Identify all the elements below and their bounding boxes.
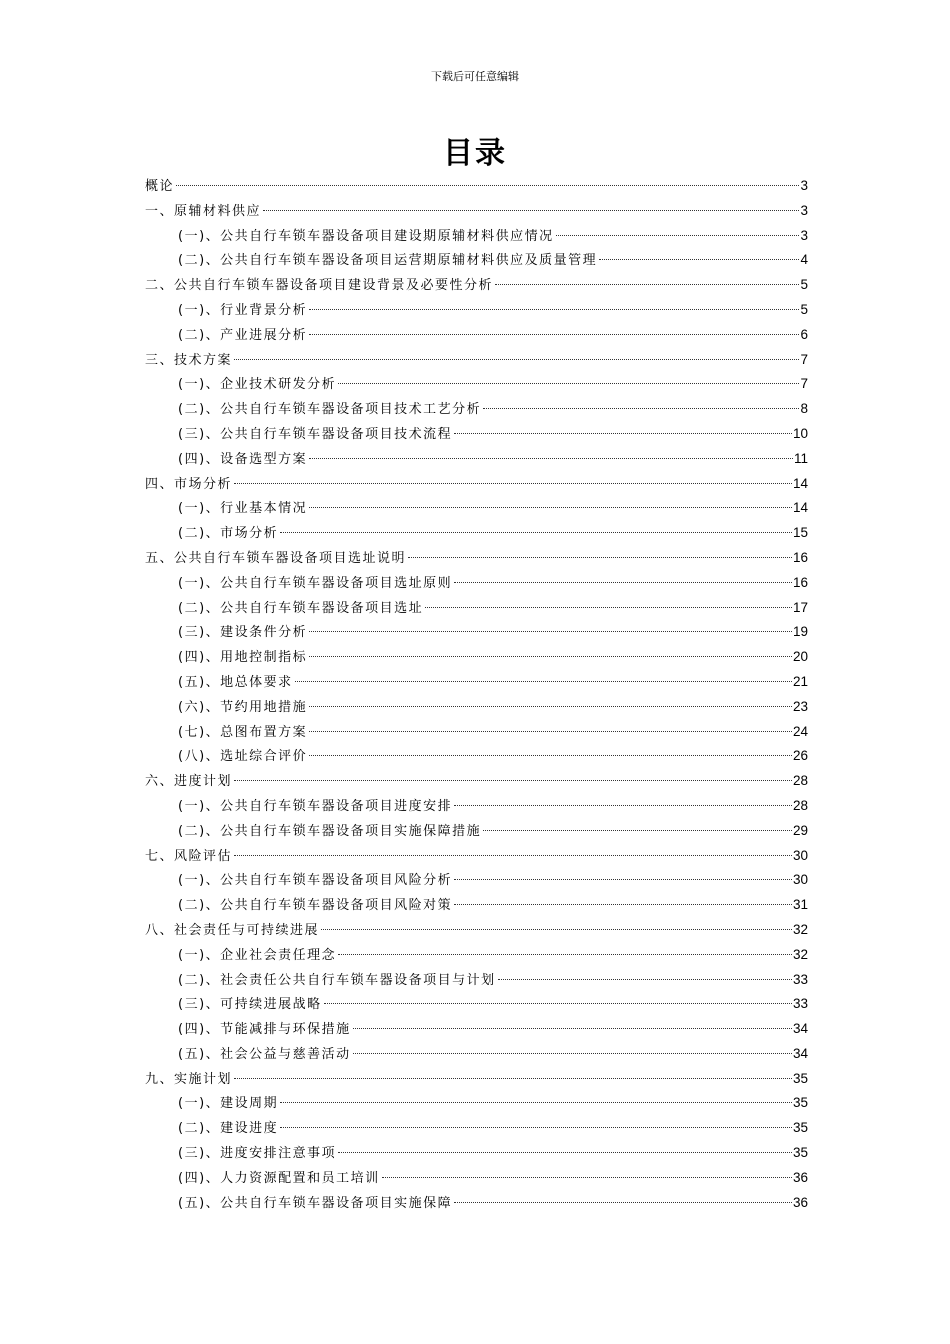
toc-dot-leader xyxy=(382,1177,792,1178)
toc-entry[interactable] xyxy=(145,968,808,993)
toc-dot-leader xyxy=(495,284,799,285)
toc-entry[interactable] xyxy=(145,472,808,497)
toc-entry[interactable] xyxy=(145,1042,808,1067)
toc-entry-label: 七、风险评估 xyxy=(145,848,233,864)
toc-dot-leader xyxy=(309,731,792,732)
toc-entry[interactable] xyxy=(145,720,808,745)
toc-entry-label: (二)、建设进度 xyxy=(178,1121,279,1137)
toc-dot-leader xyxy=(234,359,799,360)
toc-dot-leader xyxy=(309,309,799,310)
toc-dot-leader xyxy=(309,507,792,508)
toc-entry-page-number: 11 xyxy=(793,450,808,466)
toc-entry-label: (五)、公共自行车锁车器设备项目实施保障 xyxy=(178,1195,453,1211)
toc-entry-label: 五、公共自行车锁车器设备项目选址说明 xyxy=(145,550,407,566)
page-title: 目录 xyxy=(443,136,507,171)
toc-entry[interactable] xyxy=(145,174,808,199)
toc-entry-page-number: 3 xyxy=(800,178,808,193)
toc-entry[interactable] xyxy=(145,744,808,769)
toc-dot-leader xyxy=(309,656,792,657)
toc-entry-label: 二、公共自行车锁车器设备项目建设背景及必要性分析 xyxy=(145,278,494,294)
toc-entry-page-number: 21 xyxy=(792,673,808,689)
toc-entry[interactable] xyxy=(145,943,808,968)
toc-entry-label: (二)、产业进展分析 xyxy=(178,327,308,343)
toc-dot-leader xyxy=(498,979,792,980)
toc-entry-page-number: 23 xyxy=(792,698,808,714)
toc-dot-leader xyxy=(280,1102,792,1103)
toc-dot-leader xyxy=(309,706,792,707)
toc-dot-leader xyxy=(309,631,792,632)
toc-entry-label: (一)、公共自行车锁车器设备项目建设期原辅材料供应情况 xyxy=(178,228,554,244)
toc-dot-leader xyxy=(338,954,792,955)
toc-entry-label: (二)、市场分析 xyxy=(178,526,279,542)
toc-dot-leader xyxy=(309,755,792,756)
toc-entry-label: 六、进度计划 xyxy=(145,774,233,790)
toc-entry-label: (二)、公共自行车锁车器设备项目技术工艺分析 xyxy=(178,402,482,418)
toc-entry-label: (一)、企业社会责任理念 xyxy=(178,947,337,963)
toc-entry-label: (四)、设备选型方案 xyxy=(178,451,308,467)
toc-entry[interactable] xyxy=(145,868,808,893)
toc-entry[interactable] xyxy=(145,397,808,422)
toc-dot-leader xyxy=(338,383,799,384)
toc-entry-page-number: 31 xyxy=(792,897,808,913)
toc-dot-leader xyxy=(234,1078,792,1079)
toc-entry-label: (五)、社会公益与慈善活动 xyxy=(178,1046,351,1062)
toc-entry-label: (一)、企业技术研发分析 xyxy=(178,377,337,393)
toc-entry-label: (三)、进度安排注意事项 xyxy=(178,1146,337,1162)
toc-entry[interactable] xyxy=(145,769,808,794)
toc-entry[interactable] xyxy=(145,645,808,670)
toc-entry-page-number: 35 xyxy=(792,1120,808,1136)
toc-entry-label: (四)、用地控制指标 xyxy=(178,650,308,666)
toc-entry[interactable] xyxy=(145,596,808,621)
toc-dot-leader xyxy=(309,458,793,459)
toc-entry-label: 八、社会责任与可持续进展 xyxy=(145,922,320,938)
toc-dot-leader xyxy=(280,532,792,533)
toc-dot-leader xyxy=(425,607,792,608)
toc-entry[interactable] xyxy=(145,1141,808,1166)
toc-entry-label: (三)、可持续进展战略 xyxy=(178,997,322,1013)
toc-entry-label: (三)、建设条件分析 xyxy=(178,625,308,641)
toc-entry-page-number: 7 xyxy=(800,376,808,392)
toc-entry-page-number: 34 xyxy=(792,1021,808,1037)
toc-entry[interactable] xyxy=(145,695,808,720)
table-of-contents xyxy=(145,174,808,1215)
toc-entry-page-number: 29 xyxy=(792,822,808,838)
toc-entry-page-number: 34 xyxy=(792,1045,808,1061)
toc-dot-leader xyxy=(556,235,800,236)
toc-dot-leader xyxy=(234,780,792,781)
toc-entry-page-number: 8 xyxy=(800,401,808,417)
toc-dot-leader xyxy=(454,805,792,806)
toc-entry[interactable] xyxy=(145,571,808,596)
toc-dot-leader xyxy=(353,1028,792,1029)
toc-entry-page-number: 6 xyxy=(800,326,808,342)
toc-entry-page-number: 10 xyxy=(792,425,808,441)
toc-entry-label: (一)、行业背景分析 xyxy=(178,302,308,318)
toc-entry-page-number: 26 xyxy=(792,748,808,764)
toc-dot-leader xyxy=(280,1127,792,1128)
toc-dot-leader xyxy=(321,929,792,930)
toc-entry[interactable] xyxy=(145,1191,808,1216)
toc-entry-label: (一)、建设周期 xyxy=(178,1096,279,1112)
toc-entry[interactable] xyxy=(145,224,808,249)
toc-entry[interactable] xyxy=(145,521,808,546)
toc-entry-page-number: 35 xyxy=(792,1095,808,1111)
toc-entry-page-number: 16 xyxy=(792,549,808,565)
toc-entry-label: (二)、公共自行车锁车器设备项目风险对策 xyxy=(178,898,453,914)
toc-entry-page-number: 14 xyxy=(792,475,808,491)
toc-entry-label: (一)、公共自行车锁车器设备项目选址原则 xyxy=(178,575,453,591)
toc-dot-leader xyxy=(454,879,792,880)
toc-entry-page-number: 32 xyxy=(792,946,808,962)
toc-entry-page-number: 19 xyxy=(792,624,808,640)
toc-entry-page-number: 5 xyxy=(800,301,808,317)
toc-entry[interactable] xyxy=(145,199,808,224)
toc-entry-page-number: 15 xyxy=(792,525,808,541)
toc-entry[interactable] xyxy=(145,794,808,819)
toc-dot-leader xyxy=(454,582,792,583)
toc-entry-page-number: 5 xyxy=(800,277,808,293)
toc-entry-page-number: 4 xyxy=(800,252,808,268)
toc-entry-page-number: 14 xyxy=(792,500,808,516)
toc-dot-leader xyxy=(295,681,792,682)
toc-entry-label: (六)、节约用地措施 xyxy=(178,699,308,715)
toc-dot-leader xyxy=(234,855,792,856)
toc-entry-label: 三、技术方案 xyxy=(145,352,233,368)
toc-entry-label: (八)、选址综合评价 xyxy=(178,749,308,765)
toc-dot-leader xyxy=(176,185,799,186)
toc-dot-leader xyxy=(408,557,792,558)
toc-entry-page-number: 36 xyxy=(792,1169,808,1185)
toc-entry[interactable] xyxy=(145,620,808,645)
toc-entry-label: (四)、人力资源配置和员工培训 xyxy=(178,1170,380,1186)
toc-entry[interactable] xyxy=(145,1116,808,1141)
toc-entry[interactable] xyxy=(145,1067,808,1092)
toc-entry[interactable] xyxy=(145,348,808,373)
toc-entry[interactable] xyxy=(145,1017,808,1042)
toc-entry-page-number: 32 xyxy=(792,921,808,937)
toc-entry-page-number: 7 xyxy=(800,351,808,367)
toc-entry-label: 九、实施计划 xyxy=(145,1071,233,1087)
toc-entry-label: (四)、节能减排与环保措施 xyxy=(178,1022,351,1038)
toc-entry-label: (一)、公共自行车锁车器设备项目进度安排 xyxy=(178,798,453,814)
toc-entry-label: (二)、公共自行车锁车器设备项目实施保障措施 xyxy=(178,823,482,839)
toc-entry[interactable] xyxy=(145,248,808,273)
toc-dot-leader xyxy=(599,259,799,260)
toc-entry-label: (二)、公共自行车锁车器设备项目选址 xyxy=(178,600,424,616)
toc-entry[interactable] xyxy=(145,496,808,521)
toc-dot-leader xyxy=(454,1202,792,1203)
toc-dot-leader xyxy=(353,1053,792,1054)
toc-entry-page-number: 24 xyxy=(792,723,808,739)
toc-dot-leader xyxy=(324,1003,792,1004)
toc-entry-page-number: 3 xyxy=(800,202,808,218)
toc-entry[interactable] xyxy=(145,1091,808,1116)
toc-entry[interactable] xyxy=(145,844,808,869)
toc-entry[interactable] xyxy=(145,323,808,348)
toc-entry-page-number: 28 xyxy=(792,773,808,789)
toc-entry-page-number: 28 xyxy=(792,797,808,813)
toc-entry[interactable] xyxy=(145,1166,808,1191)
toc-entry-page-number: 17 xyxy=(792,599,808,615)
toc-entry-page-number: 33 xyxy=(792,971,808,987)
toc-entry-label: (五)、地总体要求 xyxy=(178,674,293,690)
toc-entry-page-number: 30 xyxy=(792,872,808,888)
toc-dot-leader xyxy=(483,830,792,831)
toc-entry-label: (三)、公共自行车锁车器设备项目技术流程 xyxy=(178,426,453,442)
toc-dot-leader xyxy=(454,433,792,434)
toc-entry-label: (七)、总图布置方案 xyxy=(178,724,308,740)
toc-entry[interactable] xyxy=(145,918,808,943)
toc-entry[interactable] xyxy=(145,670,808,695)
toc-entry[interactable] xyxy=(145,992,808,1017)
toc-entry-label: 四、市场分析 xyxy=(145,476,233,492)
toc-entry-page-number: 35 xyxy=(792,1145,808,1161)
toc-entry[interactable] xyxy=(145,447,808,472)
toc-entry-page-number: 36 xyxy=(792,1194,808,1210)
toc-entry-page-number: 3 xyxy=(800,227,808,243)
toc-dot-leader xyxy=(483,408,799,409)
toc-entry-label: 一、原辅材料供应 xyxy=(145,203,262,219)
toc-entry[interactable] xyxy=(145,893,808,918)
toc-entry[interactable] xyxy=(145,298,808,323)
toc-entry-label: (一)、行业基本情况 xyxy=(178,501,308,517)
toc-entry-page-number: 30 xyxy=(792,847,808,863)
toc-entry-page-number: 33 xyxy=(792,996,808,1012)
toc-entry-label: (二)、公共自行车锁车器设备项目运营期原辅材料供应及质量管理 xyxy=(178,253,598,269)
toc-entry-page-number: 35 xyxy=(792,1070,808,1086)
toc-entry-page-number: 20 xyxy=(792,649,808,665)
toc-entry-label: (一)、公共自行车锁车器设备项目风险分析 xyxy=(178,873,453,889)
toc-entry-page-number: 16 xyxy=(792,574,808,590)
toc-entry-label: 概论 xyxy=(145,179,175,194)
toc-entry-label: (二)、社会责任公共自行车锁车器设备项目与计划 xyxy=(178,972,496,988)
toc-dot-leader xyxy=(263,210,799,211)
toc-dot-leader xyxy=(234,483,792,484)
toc-entry[interactable] xyxy=(145,819,808,844)
toc-entry[interactable] xyxy=(145,546,808,571)
toc-entry[interactable] xyxy=(145,422,808,447)
toc-dot-leader xyxy=(309,334,799,335)
toc-entry[interactable] xyxy=(145,273,808,298)
toc-dot-leader xyxy=(454,904,792,905)
header-note: 下载后可任意编辑 xyxy=(431,70,519,83)
toc-entry[interactable] xyxy=(145,372,808,397)
toc-dot-leader xyxy=(338,1152,792,1153)
